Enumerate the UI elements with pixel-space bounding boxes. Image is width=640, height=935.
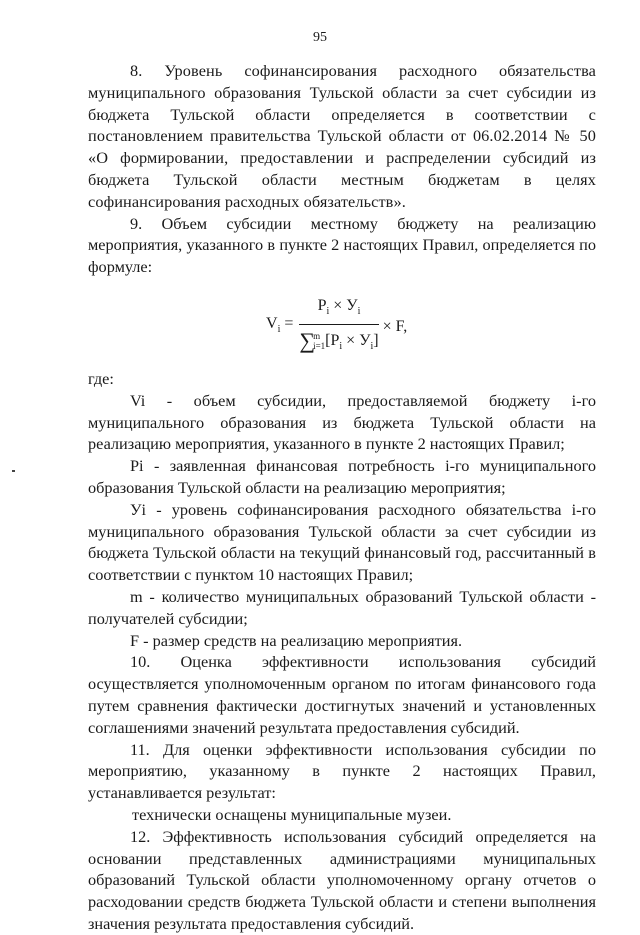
page-number: 95 xyxy=(313,30,327,45)
paragraph-8: 8. Уровень софинансирования расходного обязательства муниципального образования Тульской области за счет субсидии из бюджета Тульской области определяется в соответствии с постановлением правительства Тульской области от 06.02.2014 № 50 «О формировании, предоставлении и распределении субсидий из бюджета Тульской области местным бюджетам в целях софинансирования расходных обязательств». xyxy=(88,61,596,211)
paragraph-10: 10. Оценка эффективности использования субсидий осуществляется уполномоченным органом по итогам финансового года путем сравнения фактически достигнутых значений и установленных соглашениями значений результата предоставления субсидий. xyxy=(88,652,596,737)
document-body xyxy=(88,60,596,935)
paragraph-12: 12. Эффективность использования субсидий определяется на основании представленных администрациями муниципальных образований Тульской области уполномоченному органу отчетов о расходовании средств бюджета Тульской области и степени выполнения значения результата предоставления субсидий. xyxy=(88,826,596,933)
definition-v: Vi - объем субсидии, предоставляемой бюджету i-го муниципального образования из бюджета Тульской области на реализацию мероприятия, указанного в пункте 2 настоящих Правил; xyxy=(88,390,596,454)
formula-lhs: $V_i$ = xyxy=(266,315,294,336)
definition-f: F - размер средств на реализацию мероприятия. xyxy=(130,630,463,650)
formula-numerator: $P_i \times У_i$ xyxy=(299,296,378,325)
sigma-symbol: ∑ xyxy=(299,328,316,354)
paragraph-11-item: технически оснащены муниципальные музеи. xyxy=(132,804,452,824)
definition-u: Уi - уровень софинансирования расходного обязательства i-го муниципального образования Тульской области за счет субсидии из бюджета Тульской области на текущий финансовый год, рассчитанный в соответствии с пунктом 10 настоящих Правил; xyxy=(88,499,596,585)
formula-denominator: ∑ m i=1 $[P_i \times У_i]$ xyxy=(299,328,379,354)
formula-fraction xyxy=(299,296,378,358)
formula-rhs: × F, xyxy=(382,318,408,336)
formula xyxy=(266,296,407,358)
definition-m: m - количество муниципальных образований Тульской области - получателей субсидии; xyxy=(88,586,596,628)
sum-limits: m i=1 xyxy=(313,331,326,352)
formula-block xyxy=(88,282,596,360)
definition-p: Pi - заявленная финансовая потребность i-го муниципального образования Тульской области на реализацию мероприятия; xyxy=(88,456,596,497)
margin-mark xyxy=(12,470,15,472)
where-label: где: xyxy=(88,368,114,388)
paragraph-11: 11. Для оценки эффективности использования субсидии по мероприятию, указанному в пункте 2 настоящих Правил, устанавливается результат: xyxy=(88,739,596,803)
paragraph-9: 9. Объем субсидии местному бюджету на реализацию мероприятия, указанного в пункте 2 настоящих Правил, определяется по формуле: xyxy=(88,213,596,277)
